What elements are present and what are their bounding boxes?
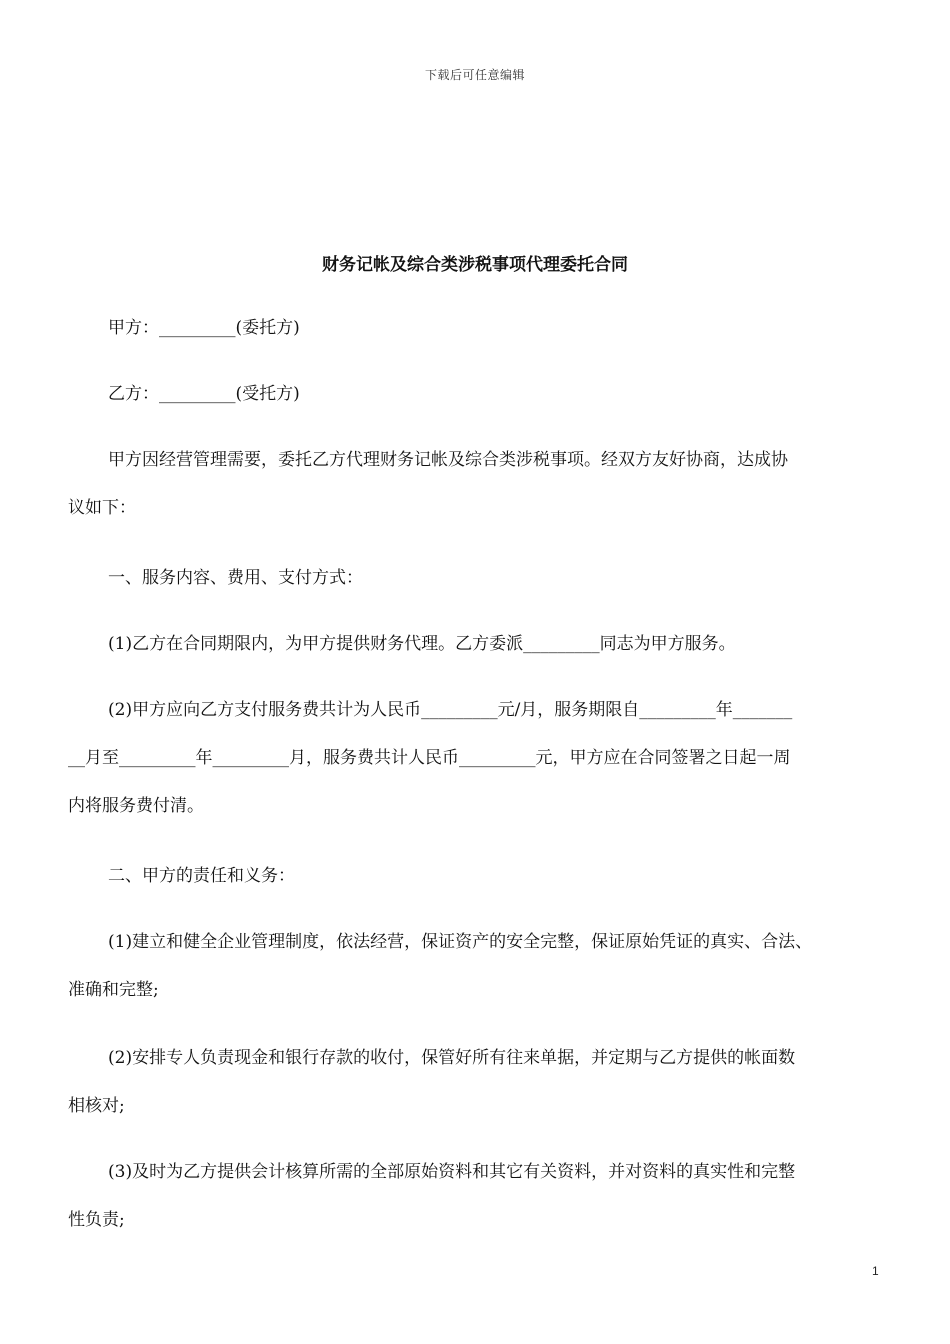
section2-item3 — [68, 1148, 890, 1244]
party-a-line: 甲方：_________(委托方) — [108, 318, 300, 338]
section1-item2-line: __月至_________年_________月，服务费共计人民币_________元，甲方应在合同签署之日起一周 — [68, 748, 791, 768]
section1-item2-line: 内将服务费付清。 — [68, 796, 204, 816]
section2-item3-line: 性负责; — [68, 1210, 125, 1230]
intro-paragraph — [68, 436, 890, 532]
section2-item3-line: (3)及时为乙方提供会计核算所需的全部原始资料和其它有关资料，并对资料的真实性和完整 — [108, 1162, 796, 1182]
section2-item2-line: (2)安排专人负责现金和银行存款的收付，保管好所有往来单据，并定期与乙方提供的帐面数 — [108, 1048, 796, 1068]
section2-item2 — [68, 1034, 890, 1130]
intro-line: 甲方因经营管理需要，委托乙方代理财务记帐及综合类涉税事项。经双方友好协商，达成协 — [108, 450, 788, 470]
section2-item1 — [68, 918, 890, 1014]
section2-item1-line: 准确和完整; — [68, 980, 159, 1000]
intro-line: 议如下： — [68, 498, 136, 518]
section2-item1-line: (1)建立和健全企业管理制度，依法经营，保证资产的安全完整，保证原始凭证的真实、合法、 — [108, 932, 813, 952]
section1-heading: 一、服务内容、费用、支付方式： — [108, 568, 363, 588]
party-b-line: 乙方：_________(受托方) — [108, 384, 300, 404]
section2-item2-line: 相核对; — [68, 1096, 125, 1116]
section1-item2-line: (2)甲方应向乙方支付服务费共计为人民币_________元/月，服务期限自_________年_______ — [108, 700, 793, 720]
document-title: 财务记帐及综合类涉税事项代理委托合同 — [322, 255, 628, 275]
page-number: 1 — [872, 1264, 879, 1278]
section2-heading: 二、甲方的责任和义务： — [108, 866, 295, 886]
section1-item2 — [68, 686, 890, 830]
header-note: 下载后可任意编辑 — [424, 68, 525, 82]
section1-item1: (1)乙方在合同期限内，为甲方提供财务代理。乙方委派_________同志为甲方服务。 — [108, 634, 736, 654]
